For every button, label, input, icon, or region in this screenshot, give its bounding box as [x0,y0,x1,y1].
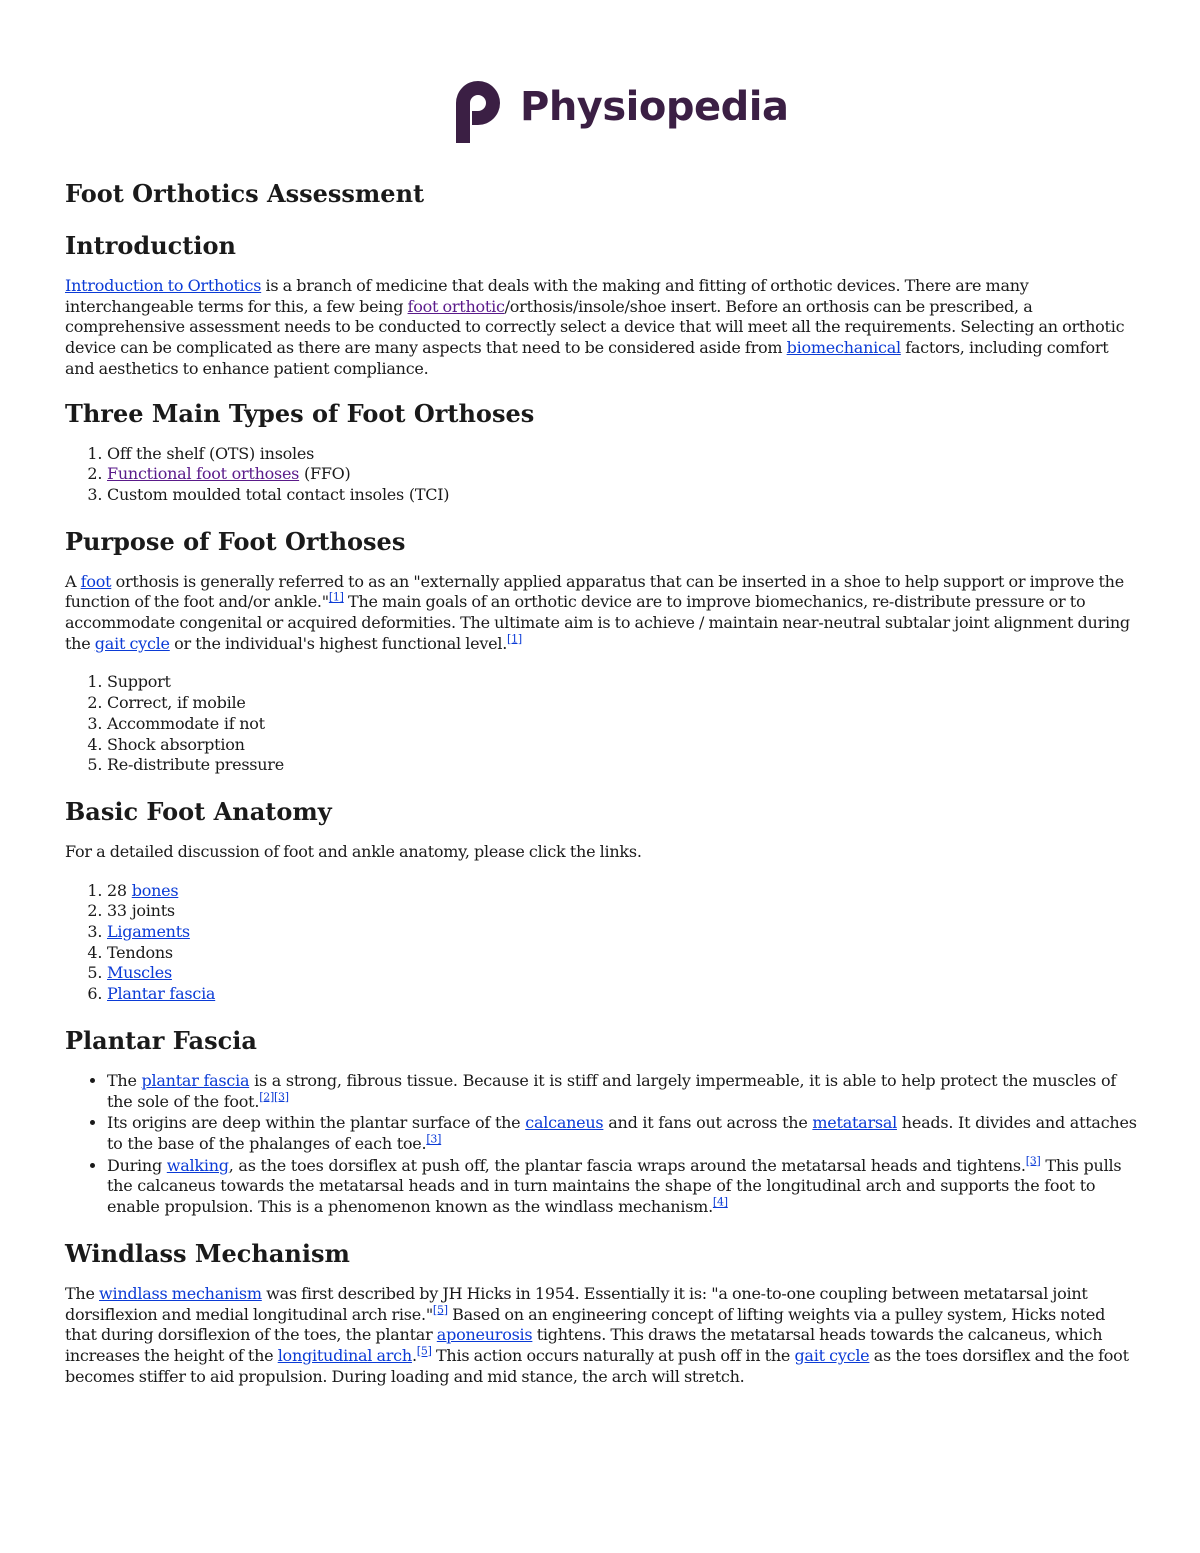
ref-link-5b[interactable]: [5] [416,1344,432,1358]
list-item [107,1156,1140,1218]
link-windlass-mechanism[interactable]: windlass mechanism [99,1283,262,1303]
logo-wordmark: Physiopedia [520,84,789,130]
link-bones[interactable]: bones [131,880,179,900]
reference [259,1090,289,1103]
fascia-list [65,1071,1140,1218]
physiopedia-logo[interactable] [450,74,788,144]
ref-link-5[interactable]: [5] [432,1303,448,1317]
link-biomechanical[interactable]: biomechanical [786,338,901,358]
list-item: 4. Tendons [107,943,1140,964]
windlass-text: Based on an engineering concept of lifting weights via a pulley system, Hicks noted that during dorsiflexion of the toes, the plantar [65,1304,1106,1345]
ref-link-3b[interactable]: [3] [1025,1154,1041,1168]
list-item: 1. Off the shelf (OTS) insoles [107,444,1140,465]
page-title: Foot Orthotics Assessment [65,179,425,208]
heading-purpose: Purpose of Foot Orthoses [65,526,406,556]
anatomy-intro: For a detailed discussion of foot and ankle anatomy, please click the links. [65,841,642,861]
list-item-text: and it fans out across the [603,1113,813,1133]
list-item-text: (FFO) [299,464,351,484]
intro-paragraph [65,276,1140,380]
ref-link-1b[interactable]: [1] [507,632,522,646]
link-gait-cycle-2[interactable]: gait cycle [794,1345,870,1365]
list-item-text: This pulls the calcaneus towards the metatarsal heads and in turn maintains the shape of the longitudinal arch and supports the foot to enable propulsion. This is a phenomenon known as the windlass mechanism. [107,1155,1122,1217]
heading-three-main-types: Three Main Types of Foot Orthoses [65,398,535,428]
windlass-text: as the toes dorsiflex and the foot becomes stiffer to aid propulsion. During loading and mid stance, the arch will stretch. [65,1345,1129,1386]
physiopedia-logo-icon [450,75,506,143]
list-item-text: heads. It divides and attaches to the base of the phalanges of each toe. [107,1113,1137,1153]
purpose-text: orthosis is generally referred to as an "externally applied apparatus that can be inserted in a shoe to help support or improve the function of the foot and/or ankle." [65,571,1124,612]
reference [426,1133,441,1146]
reference [433,1303,448,1316]
list-item: 4. Shock absorption [107,735,1140,756]
ref-link-1[interactable]: [1] [328,591,344,604]
link-plantar-fascia-2[interactable]: plantar fascia [141,1070,250,1090]
link-plantar-fascia[interactable]: Plantar fascia [107,984,216,1004]
list-item-text: 28 [107,880,132,900]
purpose-paragraph [65,572,1140,655]
link-metatarsal[interactable]: metatarsal [812,1113,897,1133]
link-muscles[interactable]: Muscles [107,963,172,983]
list-item [107,1113,1140,1154]
list-item-text: is a strong, fibrous tissue. Because it is stiff and largely impermeable, it is able to help protect the muscles of the sole of the foot. [107,1070,1117,1111]
ref-link-2-3[interactable]: [2][3] [259,1090,289,1104]
reference [1026,1154,1041,1167]
list-item: 3. Custom moulded total contact insoles (TCI) [107,485,1140,506]
link-foot[interactable]: foot [80,571,112,591]
purpose-text: or the individual's highest functional level. [169,633,508,653]
types-list [65,444,1140,506]
heading-introduction: Introduction [65,231,236,260]
purpose-list [65,672,1140,776]
heading-basic-foot-anatomy: Basic Foot Anatomy [65,796,332,826]
link-introduction-to-orthotics[interactable]: Introduction to Orthotics [65,276,262,295]
windlass-text: The [65,1283,100,1303]
windlass-text: . [411,1345,417,1365]
link-calcaneus[interactable]: calcaneus [525,1113,604,1133]
list-item-text: Its origins are deep within the plantar surface of the [107,1113,526,1133]
list-item-text: The [107,1070,142,1090]
list-item: 2. 33 joints [107,901,1140,922]
windlass-text: tightens. This draws the metatarsal heads towards the calcaneus, which increases the height of the [65,1325,1103,1365]
list-item [107,881,1140,902]
link-walking[interactable]: walking [166,1155,229,1175]
windlass-paragraph [65,1284,1140,1388]
list-item: 1. Support [107,672,1140,693]
list-item: 3. Accommodate if not [107,714,1140,735]
reference [417,1345,432,1358]
purpose-text: The main goals of an orthotic device are to improve biomechanics, re-distribute pressure or to accommodate congenital or acquired deformities. The ultimate aim is to achieve / maintain near-neutral subtalar joint alignment during the [65,592,1130,653]
list-item-text: During [107,1155,167,1175]
list-item [107,963,1140,984]
intro-text-3: factors, including comfort and aesthetics to enhance patient compliance. [65,338,1109,378]
link-functional-foot-orthoses[interactable]: Functional foot orthoses [107,464,300,484]
list-item [107,922,1140,943]
list-item: 5. Re-distribute pressure [107,755,1140,776]
link-ligaments[interactable]: Ligaments [107,922,190,942]
list-item [107,464,1140,485]
anatomy-list [65,881,1140,1005]
link-longitudinal-arch[interactable]: longitudinal arch [277,1345,412,1365]
ref-link-4[interactable]: [4] [712,1195,728,1209]
article-content [65,178,1140,1405]
list-item: 2. Correct, if mobile [107,693,1140,714]
windlass-text: was first described by JH Hicks in 1954. Essentially it is: "a one-to-one coupling between metatarsal joint dorsiflexion and medial longitudinal arch rise." [65,1283,1088,1324]
intro-text-2: /orthosis/insole/shoe insert. Before an orthosis can be prescribed, a comprehensive assessment needs to be conducted to correctly select a device that will meet all the requirements. Selecting an orthotic device can be complicated as there are many aspects that need to be considered aside from [65,296,1125,358]
reference [329,591,344,604]
intro-text-1: is a branch of medicine that deals with the making and fitting of orthotic devices. There are many interchangeable terms for this, a few being [65,276,1029,316]
list-item-text: , as the toes dorsiflex at push off, the plantar fascia wraps around the metatarsal heads and tightens. [228,1155,1026,1175]
link-gait-cycle[interactable]: gait cycle [94,633,170,653]
heading-windlass-mechanism: Windlass Mechanism [65,1238,350,1268]
link-foot-orthotic[interactable]: foot orthotic [407,296,505,316]
list-item [107,1071,1140,1112]
ref-link-3[interactable]: [3] [426,1132,442,1146]
heading-plantar-fascia: Plantar Fascia [65,1025,257,1055]
link-aponeurosis[interactable]: aponeurosis [436,1325,533,1345]
windlass-text: This action occurs naturally at push off in the [431,1345,795,1365]
reference [713,1196,728,1209]
purpose-text: A [65,571,81,591]
list-item [107,984,1140,1005]
reference [507,632,522,645]
